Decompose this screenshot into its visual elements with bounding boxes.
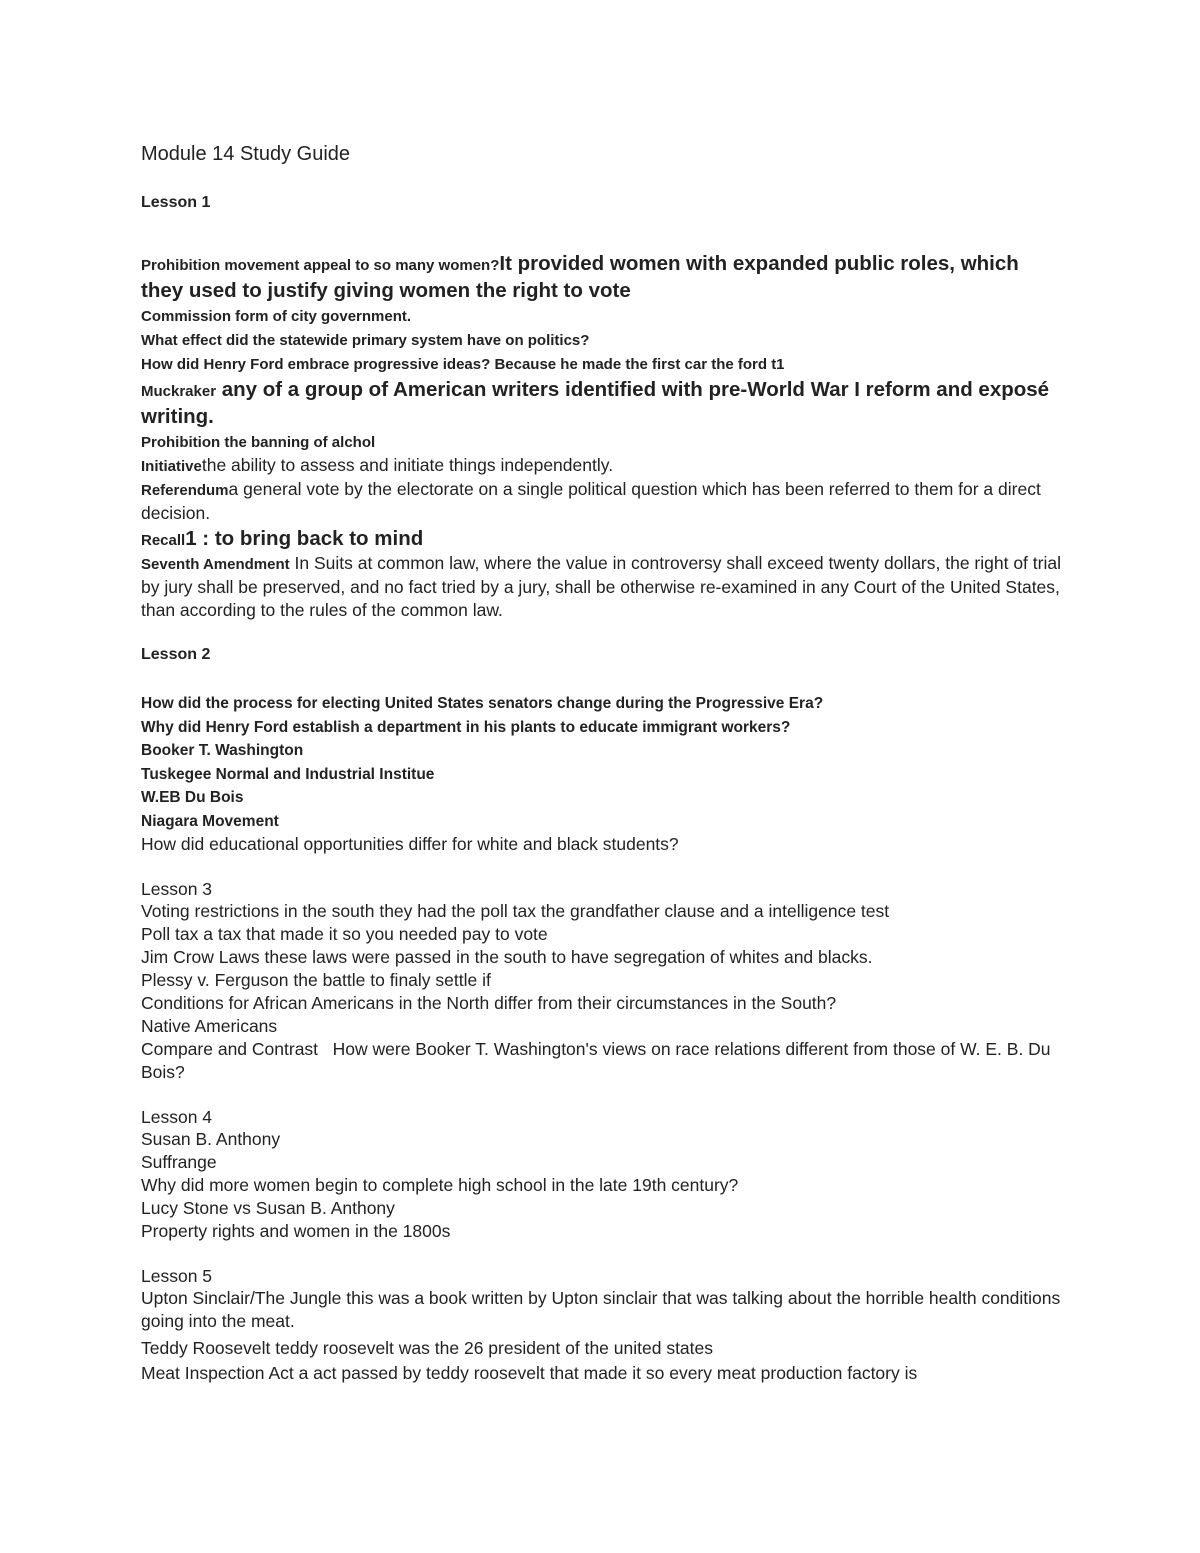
item-term: Prohibition movement appeal to so many women? [141, 257, 500, 274]
item-term: Prohibition the banning of alchol [141, 434, 376, 451]
item-term: Seventh Amendment [141, 556, 290, 573]
item-definition: the ability to assess and initiate things independently. [201, 455, 614, 475]
document-content [141, 140, 1061, 1385]
lesson-2-item: W.EB Du Bois [141, 789, 244, 806]
item-term: Commission form of city government. [141, 308, 412, 325]
lesson-3-item: Compare and Contrast How were Booker T. Washington's views on race relations different from those of W. E. B. Du Bois? [141, 1039, 1056, 1082]
lesson-1-heading: Lesson 1 [141, 194, 211, 211]
lesson-2-item: Tuskegee Normal and Industrial Institue [141, 765, 435, 783]
lesson-4-item: Property rights and women in the 1800s [141, 1221, 451, 1241]
item-term: Referendum [141, 482, 229, 499]
item-definition: a general vote by the electorate on a single political question which has been referred to them for a direct decision. [141, 479, 1041, 523]
lesson-3-item: Poll tax a tax that made it so you needed pay to vote [141, 924, 548, 944]
lesson-1-item [141, 328, 1061, 352]
lesson-3-item: Plessy v. Ferguson the battle to finaly settle if [141, 970, 491, 990]
lesson-2-item: How did the process for electing United States senators change during the Progressive Era? [141, 695, 824, 712]
lesson-5-item: Teddy Roosevelt teddy roosevelt was the 26 president of the united states [141, 1338, 714, 1358]
item-definition: It provided women with expanded public roles, which they used to justify giving women the right to vote [141, 252, 1019, 302]
lesson-5-item: Upton Sinclair/The Jungle this was a book written by Upton sinclair that was talking about the horrible health conditions going into the meat. [141, 1288, 1061, 1331]
item-term: Recall [141, 532, 186, 549]
lesson-4-heading: Lesson 4 [141, 1107, 213, 1127]
lesson-3-item: Voting restrictions in the south they had the poll tax the grandfather clause and a intelligence test [141, 901, 890, 921]
item-term: How did Henry Ford embrace progressive ideas? Because he made the first car the ford t1 [141, 356, 785, 373]
lesson-4-item: Suffrange [141, 1152, 217, 1172]
lesson-4-item: Susan B. Anthony [141, 1129, 281, 1149]
lesson-1-item [141, 304, 1061, 328]
lesson-1-item [141, 430, 1061, 454]
lesson-3-item: Conditions for African Americans in the North differ from their circumstances in the South? [141, 993, 837, 1013]
lesson-1-item [141, 552, 1061, 622]
lesson-5-item: Meat Inspection Act a act passed by teddy roosevelt that made it so every meat production factory is [141, 1363, 918, 1383]
lesson-1-item [141, 454, 1061, 478]
item-definition: In Suits at common law, where the value in controversy shall exceed twenty dollars, the right of trial by jury shall be preserved, and no fact tried by a jury, shall be otherwise re-examined in any Court of the United States, than according to the rules of the common law. [141, 553, 1061, 620]
document-title: Module 14 Study Guide [141, 143, 351, 165]
lesson-5-heading: Lesson 5 [141, 1266, 213, 1286]
lesson-2-heading: Lesson 2 [141, 646, 211, 663]
lesson-3-item: Native Americans [141, 1016, 278, 1036]
lesson-1-item [141, 250, 1061, 304]
item-term: Muckraker [141, 383, 217, 400]
lesson-2-item: How did educational opportunities differ for white and black students? [141, 834, 679, 854]
item-definition: any of a group of American writers identified with pre-World War I reform and exposé writing. [141, 378, 1050, 428]
item-definition: 1 : to bring back to mind [185, 527, 424, 550]
lesson-4-item: Why did more women begin to complete high school in the late 19th century? [141, 1175, 739, 1195]
lesson-2-item: Booker T. Washington [141, 742, 304, 759]
lesson-1-item [141, 525, 1061, 552]
lesson-1-item [141, 376, 1061, 430]
lesson-1-item [141, 478, 1061, 525]
item-term: Initiative [141, 458, 202, 475]
lesson-1-item [141, 352, 1061, 376]
item-term: What effect did the statewide primary system have on politics? [141, 332, 590, 349]
lesson-2-item: Why did Henry Ford establish a department in his plants to educate immigrant workers? [141, 718, 791, 736]
lesson-3-heading: Lesson 3 [141, 879, 213, 899]
lesson-4-item: Lucy Stone vs Susan B. Anthony [141, 1198, 395, 1218]
lesson-3-item: Jim Crow Laws these laws were passed in the south to have segregation of whites and blacks. [141, 947, 873, 967]
lesson-2-item: Niagara Movement [141, 812, 279, 830]
